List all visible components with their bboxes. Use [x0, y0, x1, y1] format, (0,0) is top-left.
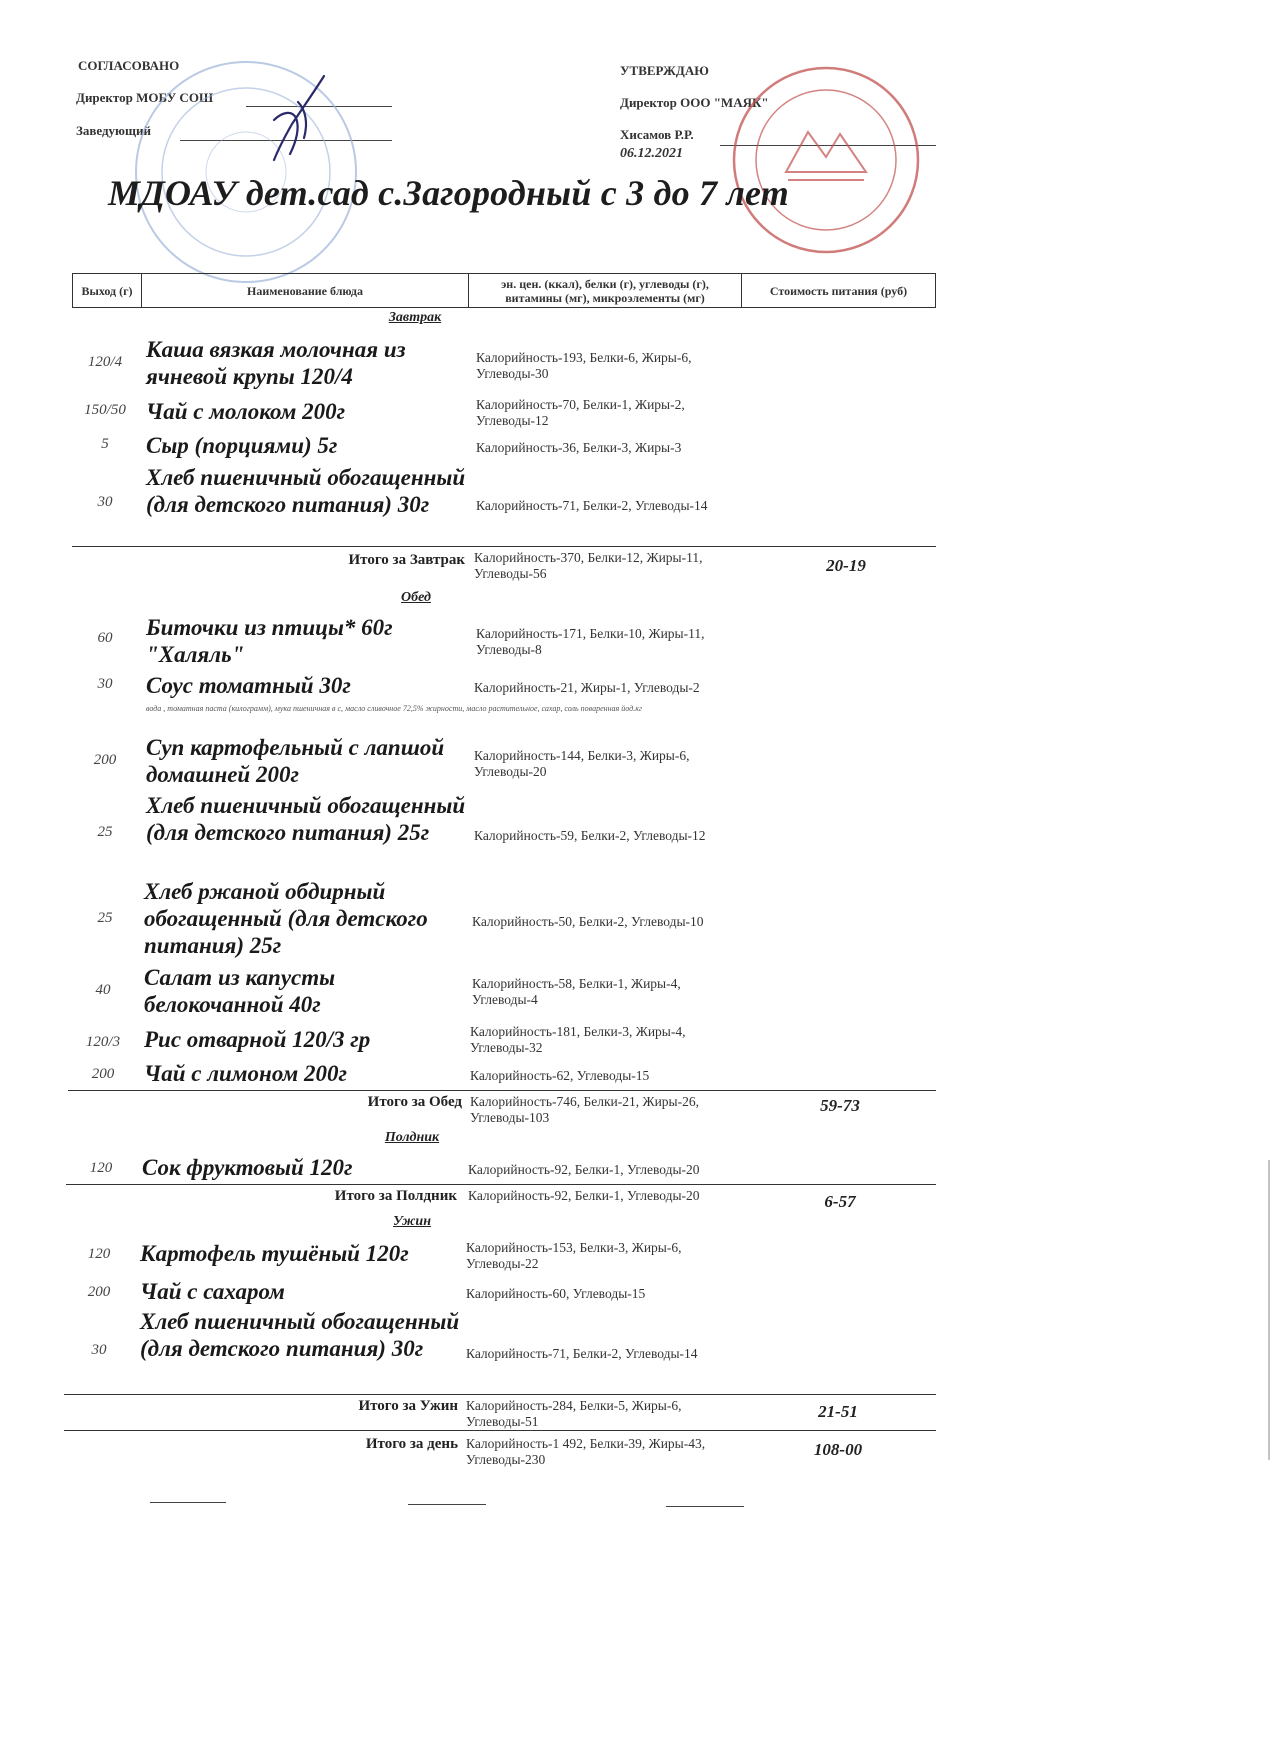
item-name: Чай с сахаром: [140, 1279, 285, 1304]
dinner-total-nutrition: Калорийность-284, Белки-5, Жиры-6, Углеводы-51: [466, 1398, 682, 1429]
item-name: Хлеб пшеничный обогащенный (для детского питания) 30г: [146, 465, 466, 517]
approval-date: 06.12.2021: [620, 146, 683, 161]
section-breakfast: Завтрак: [388, 310, 442, 325]
signature-line: [666, 1506, 744, 1507]
lunch-total-nutrition: Калорийность-746, Белки-21, Жиры-26, Углеводы-103: [470, 1094, 699, 1125]
item-qty: 150/50: [84, 402, 126, 418]
header-nutrition: эн. цен. (ккал), белки (г), углеводы (г), витамины (мг), микроэлементы (мг): [469, 274, 742, 308]
item-qty: 120: [87, 1246, 111, 1262]
item-name: Соус томатный 30г: [146, 673, 351, 698]
school-director-label: Директор МОБУ СОШ: [76, 90, 214, 105]
head-label: Заведующий: [76, 123, 151, 138]
item-name: Чай с молоком 200г: [146, 399, 346, 424]
item-qty: 200: [87, 1284, 111, 1300]
breakfast-price: 20-19: [826, 556, 866, 575]
snack-total-label: Итого за Полдник: [334, 1188, 457, 1204]
item-name: Рис отварной 120/3 гр: [144, 1027, 371, 1052]
menu-table-header: [72, 273, 936, 308]
item-nutrition: Калорийность-71, Белки-2, Углеводы-14: [466, 1346, 698, 1361]
item-name: Сок фруктовый 120г: [142, 1155, 353, 1180]
item-nutrition: Калорийность-171, Белки-10, Жиры-11, Углеводы-8: [476, 626, 705, 657]
day-price: 108-00: [813, 1440, 863, 1459]
item-qty: 120: [89, 1160, 113, 1176]
item-name: Биточки из птицы* 60г "Халяль": [146, 615, 393, 667]
dinner-price: 21-51: [818, 1402, 858, 1421]
section-dinner: Ужин: [393, 1214, 431, 1229]
item-nutrition: Калорийность-62, Углеводы-15: [470, 1068, 650, 1083]
section-lunch: Обед: [401, 590, 431, 605]
item-name: Сыр (порциями) 5г: [146, 433, 338, 458]
item-name: Салат из капусты белокочанной 40г: [144, 965, 336, 1017]
item-nutrition: Калорийность-144, Белки-3, Жиры-6, Углеводы-20: [474, 748, 690, 779]
item-name: Каша вязкая молочная из ячневой крупы 120/4: [146, 337, 406, 389]
item-qty: 30: [91, 1342, 107, 1358]
item-nutrition: Калорийность-181, Белки-3, Жиры-4, Углеводы-32: [470, 1024, 686, 1055]
item-nutrition: Калорийность-153, Белки-3, Жиры-6, Углеводы-22: [466, 1240, 682, 1271]
item-name: Чай с лимоном 200г: [144, 1061, 347, 1086]
item-nutrition: Калорийность-71, Белки-2, Углеводы-14: [476, 498, 708, 513]
item-nutrition: Калорийность-50, Белки-2, Углеводы-10: [472, 914, 704, 929]
breakfast-total-label: Итого за Завтрак: [348, 552, 465, 568]
item-nutrition: Калорийность-70, Белки-1, Жиры-2, Углеводы-12: [476, 397, 685, 428]
section-snack: Полдник: [384, 1130, 440, 1145]
item-nutrition: Калорийность-59, Белки-2, Углеводы-12: [474, 828, 706, 843]
signature-line: [408, 1504, 486, 1505]
item-qty: 30: [97, 676, 113, 692]
item-qty: 25: [97, 910, 113, 926]
director-name: Хисамов Р.Р.: [620, 127, 694, 142]
header-price: Стоимость питания (руб): [742, 274, 936, 308]
section-divider: [72, 546, 936, 547]
lunch-total-label: Итого за Обед: [367, 1094, 462, 1110]
item-nutrition: Калорийность-36, Белки-3, Жиры-3: [476, 440, 682, 455]
item-nutrition: Калорийность-193, Белки-6, Жиры-6, Углеводы-30: [476, 350, 692, 381]
item-nutrition: Калорийность-60, Углеводы-15: [466, 1286, 646, 1301]
company-seal: [728, 62, 924, 258]
item-nutrition: Калорийность-58, Белки-1, Жиры-4, Углеводы-4: [472, 976, 681, 1007]
sauce-ingredients-note: вода , томатная паста (килограмм), мука пшеничная в с, масло сливочное 72,5% жирности, масло растительное, сахар, соль поваренная йод.кг: [146, 704, 643, 713]
section-divider: [64, 1430, 936, 1431]
snack-total-nutrition: Калорийность-92, Белки-1, Углеводы-20: [468, 1188, 700, 1203]
day-total-nutrition: Калорийность-1 492, Белки-39, Жиры-43, Углеводы-230: [466, 1436, 706, 1467]
approve-label: УТВЕРЖДАЮ: [620, 63, 709, 78]
company-director-label: Директор ООО "МАЯК": [620, 95, 769, 110]
item-qty: 120/4: [87, 354, 123, 370]
header-name: Наименование блюда: [142, 274, 469, 308]
item-qty: 60: [97, 630, 113, 646]
item-qty: 40: [95, 982, 111, 998]
item-name: Хлеб пшеничный обогащенный (для детского питания) 25г: [146, 793, 466, 845]
lunch-price: 59-73: [820, 1096, 860, 1115]
section-divider: [68, 1090, 936, 1091]
item-name: Суп картофельный с лапшой домашней 200г: [146, 735, 445, 787]
item-qty: 25: [97, 824, 113, 840]
page-title: МДОАУ дет.сад с.Загородный с 3 до 7 лет: [108, 173, 789, 213]
item-nutrition: Калорийность-92, Белки-1, Углеводы-20: [468, 1162, 700, 1177]
section-divider: [64, 1394, 936, 1395]
breakfast-total-nutrition: Калорийность-370, Белки-12, Жиры-11, Углеводы-56: [474, 550, 703, 581]
dinner-total-label: Итого за Ужин: [358, 1398, 458, 1414]
item-name: Картофель тушёный 120г: [140, 1241, 409, 1266]
handwritten-signature: [262, 72, 342, 164]
item-name: Хлеб пшеничный обогащенный (для детского питания) 30г: [140, 1309, 460, 1361]
section-divider: [66, 1184, 936, 1185]
item-qty: 200: [91, 1066, 115, 1082]
item-qty: 120/3: [85, 1034, 121, 1050]
agreed-label: СОГЛАСОВАНО: [78, 58, 180, 73]
item-nutrition: Калорийность-21, Жиры-1, Углеводы-2: [474, 680, 700, 695]
scan-edge: [1268, 1160, 1270, 1460]
day-total-label: Итого за день: [365, 1436, 458, 1452]
item-qty: 200: [93, 752, 117, 768]
header-qty: Выход (г): [73, 274, 142, 308]
snack-price: 6-57: [824, 1192, 856, 1211]
signature-line: [150, 1502, 226, 1503]
item-qty: 30: [97, 494, 113, 510]
item-qty: 5: [101, 436, 109, 452]
item-name: Хлеб ржаной обдирный обогащенный (для детского питания) 25г: [144, 879, 428, 958]
